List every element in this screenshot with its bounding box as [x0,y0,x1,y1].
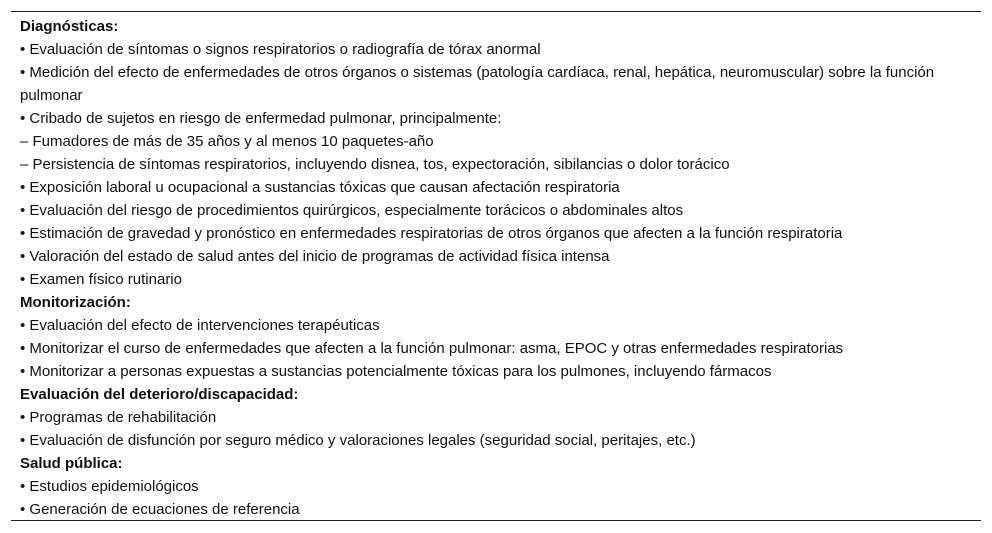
sub-list-item: – Persistencia de síntomas respiratorios, incluyendo disnea, tos, expectoración, sibilancias o dolor torácico [20,156,730,173]
sub-list-item: – Fumadores de más de 35 años y al menos 10 paquetes-año [20,133,434,150]
list-item: • Estudios epidemiológicos [20,478,199,495]
list-item: • Generación de ecuaciones de referencia [20,501,300,518]
list-item: • Medición del efecto de enfermedades de otros órganos o sistemas (patología cardíaca, renal, hepática, neuromuscular) sobre la función pulmonar [20,64,935,104]
table-lines [20,15,973,521]
list-item: • Programas de rehabilitación [20,409,217,426]
list-item: • Evaluación de disfunción por seguro médico y valoraciones legales (seguridad social, peritajes, etc.) [20,432,696,449]
list-item: • Evaluación del efecto de intervenciones terapéuticas [20,317,380,334]
list-item: • Evaluación de síntomas o signos respiratorios o radiografía de tórax anormal [20,41,541,58]
list-item: • Monitorizar el curso de enfermedades que afecten a la función pulmonar: asma, EPOC y otras enfermedades respiratorias [20,340,844,357]
section-heading-deterioro: Evaluación del deterioro/discapacidad: [20,386,299,403]
list-item: • Estimación de gravedad y pronóstico en enfermedades respiratorias de otros órganos que afecten a la función respiratoria [20,225,843,242]
section-heading-monitorizacion: Monitorización: [20,294,131,311]
indications-table [11,11,981,521]
list-item: • Monitorizar a personas expuestas a sustancias potencialmente tóxicas para los pulmones, incluyendo fármacos [20,363,772,380]
list-item: • Valoración del estado de salud antes del inicio de programas de actividad física intensa [20,248,610,265]
section-heading-salud-publica: Salud pública: [20,455,123,472]
list-item: • Exposición laboral u ocupacional a sustancias tóxicas que causan afectación respiratoria [20,179,620,196]
list-item: • Cribado de sujetos en riesgo de enfermedad pulmonar, principalmente: [20,110,502,127]
list-item: • Evaluación del riesgo de procedimientos quirúrgicos, especialmente torácicos o abdominales altos [20,202,684,219]
list-item: • Examen físico rutinario [20,271,182,288]
section-heading-diagnosticas: Diagnósticas: [20,18,119,35]
